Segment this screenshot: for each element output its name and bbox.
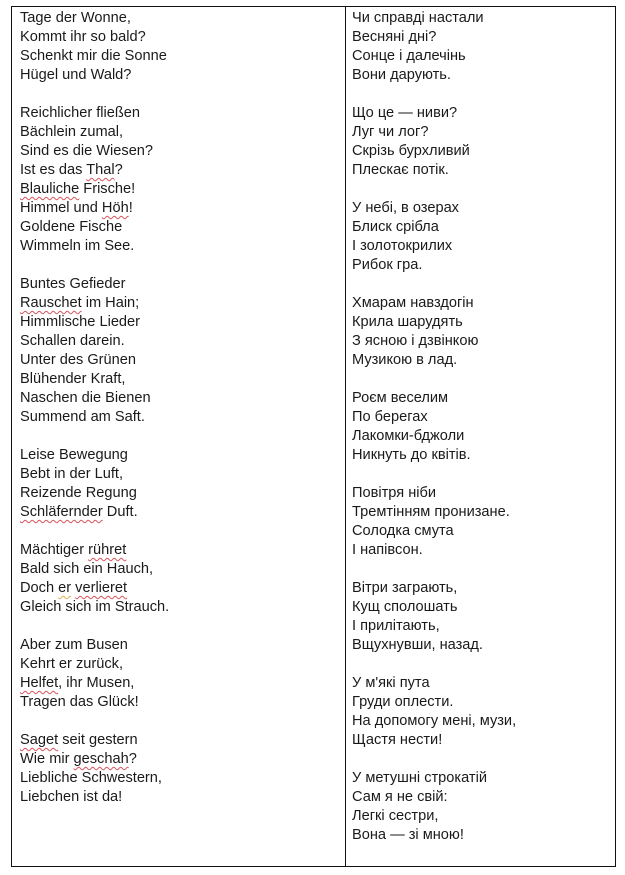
- poem-line: [20, 636, 345, 655]
- poem-line: [20, 275, 345, 294]
- poem-line: [20, 693, 345, 712]
- line-text: У метушні строкатій: [352, 770, 487, 786]
- line-text: Сонце і далечінь: [352, 48, 466, 64]
- line-text: Блиск срібла: [352, 219, 439, 235]
- line-text: , ihr Musen,: [58, 675, 135, 691]
- poem-line: [352, 541, 615, 560]
- line-text: Aber zum Busen: [20, 637, 128, 653]
- stanza: [352, 294, 615, 370]
- poem-line: [20, 142, 345, 161]
- line-text: На допомогу мені, музи,: [352, 713, 517, 729]
- poem-line: [20, 199, 345, 218]
- poem-line: [352, 579, 615, 598]
- poem-line: [352, 522, 615, 541]
- line-text: Вітри заграють,: [352, 580, 458, 596]
- poem-line: [352, 636, 615, 655]
- line-text: Вони дарують.: [352, 67, 451, 83]
- line-text: seit gestern: [58, 732, 138, 748]
- poem-line: [352, 66, 615, 85]
- line-text: Рибок гра.: [352, 257, 423, 273]
- stanza: [20, 275, 345, 427]
- spellcheck-flagged-word[interactable]: verlieret: [75, 580, 128, 596]
- poem-line: [352, 104, 615, 123]
- line-text: Що це — ниви?: [352, 105, 458, 121]
- line-text: Liebliche Schwestern,: [20, 770, 162, 786]
- poem-line: [352, 826, 615, 845]
- poem-line: [20, 484, 345, 503]
- poem-line: [20, 313, 345, 332]
- line-text: Крила шарудять: [352, 314, 463, 330]
- poem-line: [352, 674, 615, 693]
- line-text: Buntes Gefieder: [20, 276, 126, 292]
- line-text: Музикою в лад.: [352, 352, 458, 368]
- spellcheck-flagged-word[interactable]: Höh: [101, 200, 129, 216]
- line-text: І прилітають,: [352, 618, 440, 634]
- line-text: Роєм веселим: [352, 390, 449, 406]
- line-text: ?: [114, 162, 123, 178]
- german-original-column[interactable]: [12, 7, 346, 866]
- poem-line: [352, 351, 615, 370]
- stanza: [20, 541, 345, 617]
- line-text: Никнуть до квітів.: [352, 447, 471, 463]
- poem-line: [352, 427, 615, 446]
- line-text: Duft.: [102, 504, 138, 520]
- spellcheck-flagged-word[interactable]: Thal: [86, 162, 115, 178]
- poem-translation-table: [11, 6, 616, 867]
- poem-line: [352, 142, 615, 161]
- line-text: Луг чи лог?: [352, 124, 429, 140]
- poem-line: [20, 655, 345, 674]
- poem-line: [352, 693, 615, 712]
- line-text: Солодка смута: [352, 523, 454, 539]
- stanza: [352, 9, 615, 85]
- line-text: Чи справді настали: [352, 10, 484, 26]
- line-text: І напівсон.: [352, 542, 423, 558]
- line-text: Kommt ihr so bald?: [20, 29, 146, 45]
- line-text: З ясною і дзвінкою: [352, 333, 479, 349]
- line-text: Reichlicher fließen: [20, 105, 141, 121]
- poem-line: [352, 712, 615, 731]
- line-text: Doch: [20, 580, 59, 596]
- stanza: [352, 389, 615, 465]
- line-text: Reizende Regung: [20, 485, 137, 501]
- poem-line: [20, 465, 345, 484]
- poem-line: [20, 389, 345, 408]
- poem-line: [20, 104, 345, 123]
- poem-line: [352, 199, 615, 218]
- poem-line: [20, 788, 345, 807]
- poem-line: [20, 579, 345, 598]
- poem-line: [20, 47, 345, 66]
- line-text: Bebt in der Luft,: [20, 466, 124, 482]
- line-text: Ist es das: [20, 162, 87, 178]
- poem-line: [352, 731, 615, 750]
- poem-line: [352, 313, 615, 332]
- spellcheck-flagged-word[interactable]: Schläfernder: [20, 504, 103, 520]
- poem-line: [352, 237, 615, 256]
- poem-line: [352, 9, 615, 28]
- line-text: Bächlein zumal,: [20, 124, 124, 140]
- line-text: І золотокрилих: [352, 238, 453, 254]
- line-text: У м'які пута: [352, 675, 430, 691]
- poem-line: [352, 256, 615, 275]
- stanza: [352, 769, 615, 845]
- line-text: Himmel und: [20, 200, 102, 216]
- line-text: im Hain;: [81, 295, 140, 311]
- line-text: Wie mir: [20, 751, 74, 767]
- line-text: Повітря ніби: [352, 485, 437, 501]
- stanza: [20, 731, 345, 807]
- poem-line: [352, 123, 615, 142]
- poem-line: [20, 674, 345, 693]
- line-text: Kehrt er zurück,: [20, 656, 124, 672]
- line-text: Himmlische Lieder: [20, 314, 141, 330]
- line-text: Blühender Kraft,: [20, 371, 126, 387]
- line-text: Summend am Saft.: [20, 409, 145, 425]
- poem-line: [20, 237, 345, 256]
- poem-line: [352, 484, 615, 503]
- line-text: Leise Bewegung: [20, 447, 128, 463]
- stanza: [20, 104, 345, 256]
- line-text: Груди оплести.: [352, 694, 454, 710]
- poem-line: [20, 598, 345, 617]
- line-text: Hügel und Wald?: [20, 67, 132, 83]
- line-text: Скрізь бурхливий: [352, 143, 470, 159]
- line-text: У небі, в озерах: [352, 200, 459, 216]
- line-text: Вона — зі мною!: [352, 827, 464, 843]
- line-text: Schenkt mir die Sonne: [20, 48, 167, 64]
- poem-line: [352, 769, 615, 788]
- poem-line: [352, 598, 615, 617]
- poem-line: [20, 370, 345, 389]
- poem-line: [20, 9, 345, 28]
- poem-line: [20, 351, 345, 370]
- poem-line: [352, 389, 615, 408]
- line-text: Вщухнувши, назад.: [352, 637, 483, 653]
- poem-line: [20, 66, 345, 85]
- poem-line: [20, 218, 345, 237]
- line-text: Schallen darein.: [20, 333, 125, 349]
- spellcheck-flagged-word[interactable]: Helfet: [20, 675, 59, 691]
- line-text: !: [128, 200, 133, 216]
- line-text: Весняні дні?: [352, 29, 437, 45]
- line-text: Хмарам навздогін: [352, 295, 474, 311]
- stanza: [352, 579, 615, 655]
- spellcheck-flagged-word[interactable]: Saget: [20, 732, 59, 748]
- line-text: Bald sich ein Hauch,: [20, 561, 154, 577]
- poem-line: [352, 807, 615, 826]
- poem-line: [20, 123, 345, 142]
- poem-line: [20, 560, 345, 579]
- poem-line: [20, 750, 345, 769]
- line-text: Frische!: [79, 181, 136, 197]
- line-text: Goldene Fische: [20, 219, 123, 235]
- poem-line: [20, 408, 345, 427]
- poem-line: [20, 503, 345, 522]
- line-text: Лакомки-бджоли: [352, 428, 465, 444]
- poem-line: [352, 332, 615, 351]
- poem-line: [20, 731, 345, 750]
- poem-line: [352, 446, 615, 465]
- line-text: Gleich sich im Strauch.: [20, 599, 170, 615]
- stanza: [352, 484, 615, 560]
- poem-line: [352, 161, 615, 180]
- poem-line: [20, 446, 345, 465]
- poem-line: [352, 503, 615, 522]
- stanza: [352, 199, 615, 275]
- line-text: Mächtiger: [20, 542, 89, 558]
- stanza: [20, 636, 345, 712]
- poem-line: [352, 788, 615, 807]
- stanza: [352, 104, 615, 180]
- poem-line: [20, 180, 345, 199]
- line-text: Naschen die Bienen: [20, 390, 151, 406]
- poem-line: [352, 617, 615, 636]
- spellcheck-flagged-word[interactable]: Blauliche: [20, 181, 80, 197]
- line-text: Tage der Wonne,: [20, 10, 131, 26]
- ukrainian-translation-column[interactable]: [346, 7, 615, 866]
- line-text: Щастя нести!: [352, 732, 443, 748]
- poem-line: [352, 218, 615, 237]
- poem-line: [352, 47, 615, 66]
- poem-line: [352, 408, 615, 427]
- poem-line: [20, 28, 345, 47]
- line-text: Кущ сполошать: [352, 599, 458, 615]
- line-text: Wimmeln im See.: [20, 238, 135, 254]
- spellcheck-flagged-word[interactable]: Rauschet: [20, 295, 82, 311]
- line-text: ?: [128, 751, 137, 767]
- poem-line: [20, 332, 345, 351]
- stanza: [352, 674, 615, 750]
- poem-line: [20, 294, 345, 313]
- poem-line: [352, 28, 615, 47]
- line-text: Liebchen ist da!: [20, 789, 123, 805]
- line-text: Sind es die Wiesen?: [20, 143, 154, 159]
- stanza: [20, 446, 345, 522]
- stanza: [20, 9, 345, 85]
- line-text: Легкі сестри,: [352, 808, 439, 824]
- line-text: Тремтінням пронизане.: [352, 504, 510, 520]
- line-text: Плескає потік.: [352, 162, 449, 178]
- line-text: Unter des Grünen: [20, 352, 137, 368]
- spellcheck-flagged-word[interactable]: geschah: [73, 751, 129, 767]
- poem-line: [352, 294, 615, 313]
- line-text: Tragen das Glück!: [20, 694, 139, 710]
- poem-line: [20, 541, 345, 560]
- poem-line: [20, 769, 345, 788]
- spellcheck-flagged-word[interactable]: rühret: [88, 542, 127, 558]
- line-text: Сам я не свій:: [352, 789, 448, 805]
- poem-line: [20, 161, 345, 180]
- grammar-flagged-word[interactable]: er: [58, 580, 72, 596]
- line-text: По берегах: [352, 409, 428, 425]
